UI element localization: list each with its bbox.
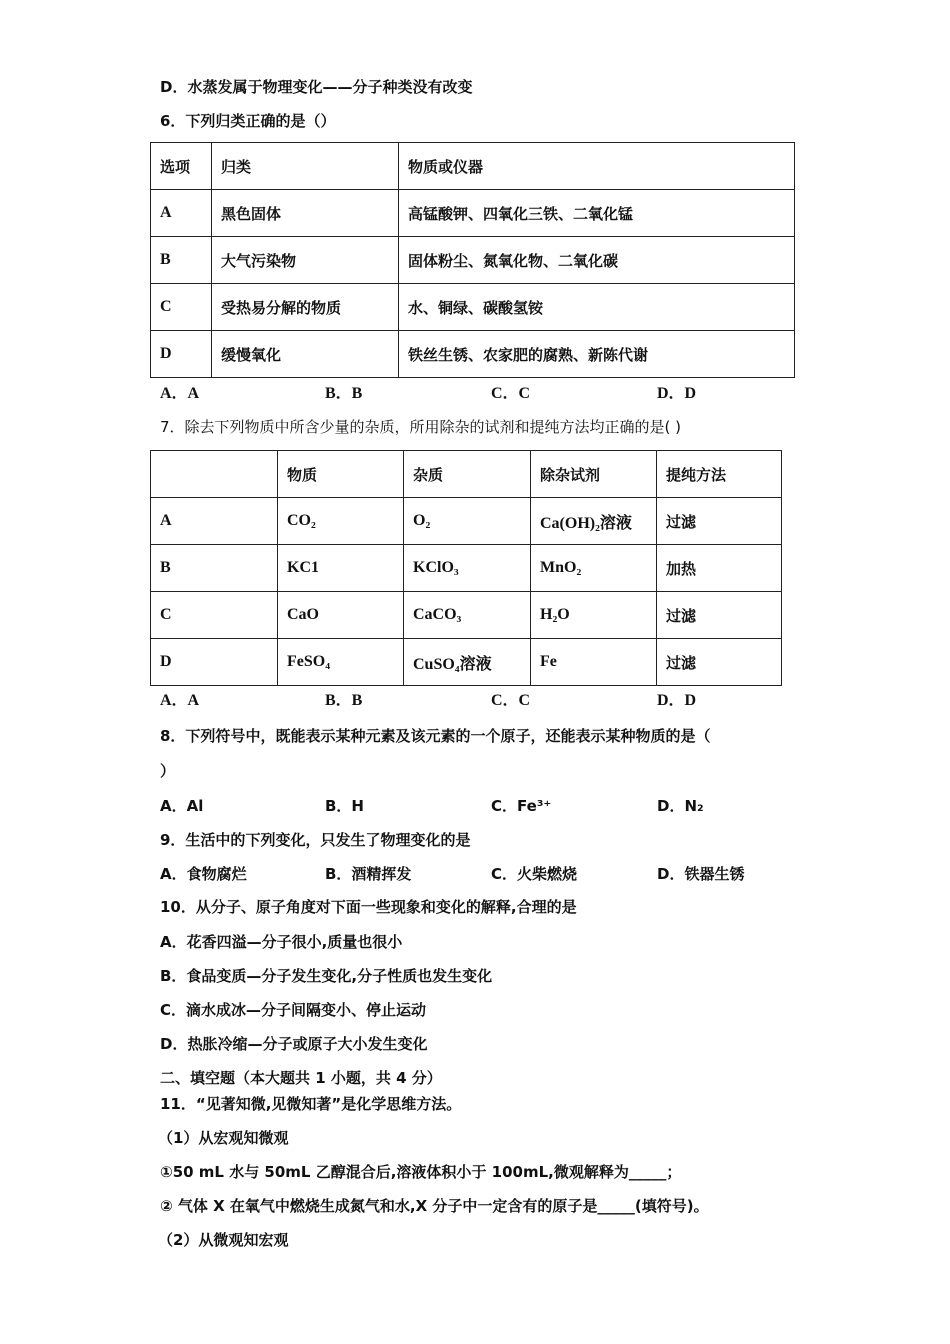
- table-row: [151, 284, 795, 331]
- cell: B: [151, 545, 278, 592]
- header-cell: 除杂试剂: [531, 451, 657, 498]
- q7-stem: 7．除去下列物质中所含少量的杂质，所用除杂的试剂和提纯方法均正确的是( ): [160, 418, 682, 436]
- q10-option-a: A．花香四溢—分子很小,质量也很小: [160, 933, 403, 951]
- q9-stem: 9．生活中的下列变化，只发生了物理变化的是: [160, 831, 471, 849]
- q6-option-c: C．C: [491, 385, 531, 402]
- table-row: [151, 237, 795, 284]
- cell: CaO: [278, 592, 404, 639]
- q8-option-a: A．Al: [160, 797, 204, 815]
- cell: KC1: [278, 545, 404, 592]
- cell: KClO₃: [404, 545, 531, 592]
- cell: A: [151, 190, 212, 237]
- cell: C: [151, 592, 278, 639]
- q10-option-c: C．滴水成冰—分子间隔变小、停止运动: [160, 1001, 427, 1019]
- cell: CaCO₃: [404, 592, 531, 639]
- cell: FeSO₄: [278, 639, 404, 686]
- q6-table: [150, 142, 795, 378]
- cell: A: [151, 498, 278, 545]
- cell: O₂: [404, 498, 531, 545]
- cell: 受热易分解的物质: [212, 284, 399, 331]
- q7-table: [150, 450, 782, 686]
- header-cell: 归类: [212, 143, 399, 190]
- q7-option-d: D．D: [657, 692, 697, 709]
- cell: 过滤: [657, 639, 782, 686]
- table-row: [151, 190, 795, 237]
- table-row: [151, 331, 795, 378]
- cell: 大气污染物: [212, 237, 399, 284]
- cell: H₂O: [531, 592, 657, 639]
- header-cell: 物质或仪器: [399, 143, 795, 190]
- cell: CuSO₄溶液: [404, 639, 531, 686]
- cell: Ca(OH)₂溶液: [531, 498, 657, 545]
- table-header-row: [151, 143, 795, 190]
- q11-stem: 11．“见著知微,见微知著”是化学思维方法。: [160, 1095, 462, 1113]
- q6-option-b: B．B: [325, 385, 363, 402]
- q11-item1: ①50 mL 水与 50mL 乙醇混合后,溶液体积小于 100mL,微观解释为_____；: [160, 1163, 682, 1181]
- table-row: [151, 639, 782, 686]
- q6-option-d: D．D: [657, 385, 697, 402]
- q10-option-b: B．食品变质—分子发生变化,分子性质也发生变化: [160, 967, 493, 985]
- q7-option-a: A．A: [160, 692, 200, 709]
- q9-option-c: C．火柴燃烧: [491, 865, 578, 883]
- section-heading: 二、填空题（本大题共 1 小题，共 4 分）: [160, 1069, 442, 1087]
- cell: 过滤: [657, 592, 782, 639]
- cell: CO₂: [278, 498, 404, 545]
- q11-item2: ② 气体 X 在氧气中燃烧生成氮气和水,X 分子中一定含有的原子是_____(填符号)。: [160, 1197, 709, 1215]
- q7-option-c: C．C: [491, 692, 531, 709]
- cell: 铁丝生锈、农家肥的腐熟、新陈代谢: [399, 331, 795, 378]
- cell: 水、铜绿、碳酸氢铵: [399, 284, 795, 331]
- cell: 加热: [657, 545, 782, 592]
- cell: 缓慢氧化: [212, 331, 399, 378]
- cell: C: [151, 284, 212, 331]
- cell: 高锰酸钾、四氧化三铁、二氧化锰: [399, 190, 795, 237]
- header-cell: [151, 451, 278, 498]
- q7-option-b: B．B: [325, 692, 363, 709]
- header-cell: 提纯方法: [657, 451, 782, 498]
- cell: D: [151, 331, 212, 378]
- cell: B: [151, 237, 212, 284]
- q10-option-d: D．热胀冷缩—分子或原子大小发生变化: [160, 1035, 428, 1053]
- header-cell: 选项: [151, 143, 212, 190]
- cell: 固体粉尘、氮氧化物、二氧化碳: [399, 237, 795, 284]
- q9-option-b: B．酒精挥发: [325, 865, 412, 883]
- table-header-row: [151, 451, 782, 498]
- table-row: [151, 592, 782, 639]
- q6-stem: 6．下列归类正确的是（）: [160, 112, 336, 130]
- q8-option-c: C．Fe³⁺: [491, 797, 552, 815]
- q9-option-d: D．铁器生锈: [657, 865, 745, 883]
- cell: 黑色固体: [212, 190, 399, 237]
- q11-part2: （2）从微观知宏观: [158, 1231, 289, 1249]
- q10-stem: 10．从分子、原子角度对下面一些现象和变化的解释,合理的是: [160, 898, 577, 916]
- q5-option-d: D．水蒸发属于物理变化——分子种类没有改变: [160, 78, 473, 96]
- header-cell: 杂质: [404, 451, 531, 498]
- cell: D: [151, 639, 278, 686]
- q8-stem-end: ）: [160, 762, 176, 780]
- q8-stem: 8．下列符号中，既能表示某种元素及该元素的一个原子，还能表示某种物质的是（: [160, 727, 711, 745]
- table-row: [151, 545, 782, 592]
- q11-part1: （1）从宏观知微观: [158, 1129, 289, 1147]
- header-cell: 物质: [278, 451, 404, 498]
- q6-option-a: A．A: [160, 385, 200, 402]
- table-row: [151, 498, 782, 545]
- cell: MnO₂: [531, 545, 657, 592]
- cell: Fe: [531, 639, 657, 686]
- q8-option-d: D．N₂: [657, 797, 704, 815]
- q9-option-a: A．食物腐烂: [160, 865, 247, 883]
- q8-option-b: B．H: [325, 797, 364, 815]
- cell: 过滤: [657, 498, 782, 545]
